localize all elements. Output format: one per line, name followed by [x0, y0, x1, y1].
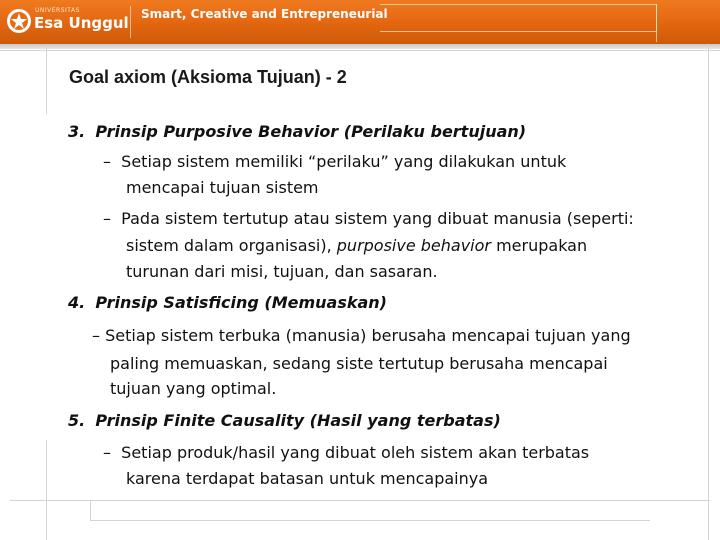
sub-item-5a-line-2: karena terdapat batasan untuk mencapainya — [126, 469, 489, 488]
list-item-5-heading — [68, 410, 501, 432]
list-item-number: 5. — [68, 411, 86, 430]
sub-item-4a-line-1 — [92, 325, 631, 347]
list-item-heading-text: Prinsip Satisficing (Memuaskan) — [95, 293, 387, 312]
list-item-4-heading — [68, 292, 387, 314]
list-item-heading-text: Prinsip Purposive Behavior (Perilaku bertujuan) — [95, 122, 527, 141]
sub-item-4a-line-2: paling memuaskan, sedang siste tertutup berusaha mencapai — [110, 354, 608, 373]
list-item-number: 3. — [68, 122, 86, 141]
frame-line-bottom-left — [90, 500, 91, 520]
dash-bullet: – — [92, 326, 100, 345]
list-item-3-heading — [68, 121, 526, 143]
sub-item-text: sistem dalam organisasi), — [126, 236, 337, 255]
frame-line-right — [708, 44, 709, 540]
header-bar — [0, 0, 720, 44]
sub-item-3b-line-1 — [103, 208, 634, 230]
header-shadow — [0, 44, 720, 49]
tagline: Smart, Creative and Entrepreneurial — [141, 7, 388, 21]
list-item-heading-text: Prinsip Finite Causality (Hasil yang terbatas) — [95, 411, 501, 430]
dash-bullet: – — [103, 209, 111, 228]
logo-subtext: UNIVERSITAS — [35, 7, 80, 14]
sub-item-3a-line-1 — [103, 151, 566, 173]
sub-item-3b-line-3: turunan dari misi, tujuan, dan sasaran. — [126, 262, 438, 281]
sub-item-text: Setiap sistem terbuka (manusia) berusaha mencapai tujuan yang — [105, 326, 631, 345]
sub-item-text: Setiap sistem memiliki “perilaku” yang dilakukan untuk — [121, 152, 567, 171]
frame-line-left — [46, 44, 47, 114]
sub-item-text: merupakan — [491, 236, 588, 255]
frame-line-bottom — [10, 500, 710, 501]
sub-item-5a-line-1 — [103, 442, 589, 464]
logo-emblem-icon — [6, 8, 32, 34]
dash-bullet: – — [103, 152, 111, 171]
sub-item-4a-line-3: tujuan yang optimal. — [110, 379, 277, 398]
sub-item-italic-text: purposive behavior — [336, 236, 491, 255]
sub-item-text: Setiap produk/hasil yang dibuat oleh sistem akan terbatas — [121, 443, 590, 462]
frame-line-top — [0, 50, 720, 51]
dash-bullet: – — [103, 443, 111, 462]
slide-title: Goal axiom (Aksioma Tujuan) - 2 — [69, 67, 347, 87]
university-logo — [6, 4, 129, 38]
header-frame-line-vertical — [656, 4, 657, 42]
list-item-number: 4. — [68, 293, 86, 312]
header-divider — [130, 6, 131, 38]
sub-item-3b-line-2 — [126, 235, 587, 257]
header-frame-line — [380, 4, 657, 32]
sub-item-3a-line-2: mencapai tujuan sistem — [126, 178, 319, 197]
logo-text: Esa Unggul — [34, 14, 129, 32]
frame-line-left-lower — [46, 440, 47, 540]
sub-item-text: Pada sistem tertutup atau sistem yang dibuat manusia (seperti: — [121, 209, 634, 228]
frame-line-bottom-2 — [90, 520, 650, 521]
